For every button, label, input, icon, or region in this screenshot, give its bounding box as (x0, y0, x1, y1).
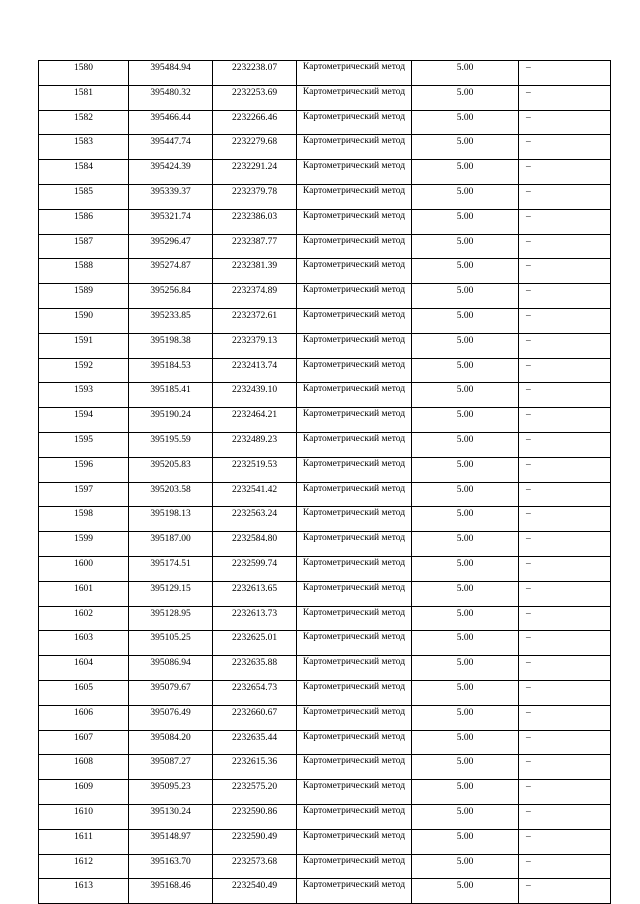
x-coordinate-cell: 395339.37 (129, 184, 213, 209)
y-coordinate-cell: 2232575.20 (213, 780, 297, 805)
table-row (39, 383, 611, 408)
y-coordinate-cell: 2232374.89 (213, 284, 297, 309)
x-coordinate-cell: 395447.74 (129, 135, 213, 160)
note-cell: – (519, 209, 611, 234)
y-coordinate-cell: 2232372.61 (213, 308, 297, 333)
note-cell: – (519, 507, 611, 532)
note-cell: – (519, 85, 611, 110)
point-number-cell: 1611 (39, 829, 129, 854)
point-number-cell: 1605 (39, 680, 129, 705)
y-coordinate-cell: 2232563.24 (213, 507, 297, 532)
point-number-cell: 1607 (39, 730, 129, 755)
point-number-cell: 1586 (39, 209, 129, 234)
method-cell: Картометрический метод (297, 408, 412, 433)
y-coordinate-cell: 2232381.39 (213, 259, 297, 284)
x-coordinate-cell: 395168.46 (129, 879, 213, 904)
point-number-cell: 1583 (39, 135, 129, 160)
y-coordinate-cell: 2232599.74 (213, 556, 297, 581)
note-cell: – (519, 284, 611, 309)
point-number-cell: 1604 (39, 656, 129, 681)
table-row (39, 656, 611, 681)
table-row (39, 184, 611, 209)
note-cell: – (519, 879, 611, 904)
note-cell: – (519, 532, 611, 557)
x-coordinate-cell: 395321.74 (129, 209, 213, 234)
table-row (39, 854, 611, 879)
accuracy-cell: 5.00 (412, 333, 519, 358)
method-cell: Картометрический метод (297, 383, 412, 408)
note-cell: – (519, 755, 611, 780)
method-cell: Картометрический метод (297, 160, 412, 185)
x-coordinate-cell: 395424.39 (129, 160, 213, 185)
point-number-cell: 1609 (39, 780, 129, 805)
table-row (39, 829, 611, 854)
x-coordinate-cell: 395148.97 (129, 829, 213, 854)
table-row (39, 432, 611, 457)
accuracy-cell: 5.00 (412, 184, 519, 209)
point-number-cell: 1603 (39, 631, 129, 656)
accuracy-cell: 5.00 (412, 432, 519, 457)
x-coordinate-cell: 395130.24 (129, 804, 213, 829)
table-row (39, 85, 611, 110)
accuracy-cell: 5.00 (412, 854, 519, 879)
note-cell: – (519, 631, 611, 656)
note-cell: – (519, 829, 611, 854)
point-number-cell: 1613 (39, 879, 129, 904)
note-cell: – (519, 804, 611, 829)
accuracy-cell: 5.00 (412, 581, 519, 606)
x-coordinate-cell: 395084.20 (129, 730, 213, 755)
note-cell: – (519, 259, 611, 284)
x-coordinate-cell: 395198.38 (129, 333, 213, 358)
x-coordinate-cell: 395195.59 (129, 432, 213, 457)
x-coordinate-cell: 395095.23 (129, 780, 213, 805)
point-number-cell: 1591 (39, 333, 129, 358)
method-cell: Картометрический метод (297, 507, 412, 532)
coordinates-table (38, 60, 611, 904)
accuracy-cell: 5.00 (412, 457, 519, 482)
y-coordinate-cell: 2232413.74 (213, 358, 297, 383)
y-coordinate-cell: 2232613.73 (213, 606, 297, 631)
method-cell: Картометрический метод (297, 656, 412, 681)
table-row (39, 358, 611, 383)
accuracy-cell: 5.00 (412, 705, 519, 730)
method-cell: Картометрический метод (297, 606, 412, 631)
x-coordinate-cell: 395129.15 (129, 581, 213, 606)
y-coordinate-cell: 2232635.44 (213, 730, 297, 755)
method-cell: Картометрический метод (297, 556, 412, 581)
x-coordinate-cell: 395187.00 (129, 532, 213, 557)
point-number-cell: 1606 (39, 705, 129, 730)
note-cell: – (519, 110, 611, 135)
accuracy-cell: 5.00 (412, 408, 519, 433)
note-cell: – (519, 680, 611, 705)
accuracy-cell: 5.00 (412, 284, 519, 309)
table-row (39, 606, 611, 631)
note-cell: – (519, 730, 611, 755)
point-number-cell: 1601 (39, 581, 129, 606)
note-cell: – (519, 308, 611, 333)
x-coordinate-cell: 395163.70 (129, 854, 213, 879)
accuracy-cell: 5.00 (412, 680, 519, 705)
x-coordinate-cell: 395205.83 (129, 457, 213, 482)
accuracy-cell: 5.00 (412, 879, 519, 904)
point-number-cell: 1602 (39, 606, 129, 631)
method-cell: Картометрический метод (297, 432, 412, 457)
point-number-cell: 1599 (39, 532, 129, 557)
method-cell: Картометрический метод (297, 680, 412, 705)
x-coordinate-cell: 395233.85 (129, 308, 213, 333)
table-row (39, 556, 611, 581)
note-cell: – (519, 135, 611, 160)
table-row (39, 780, 611, 805)
note-cell: – (519, 556, 611, 581)
x-coordinate-cell: 395484.94 (129, 61, 213, 86)
method-cell: Картометрический метод (297, 829, 412, 854)
y-coordinate-cell: 2232266.46 (213, 110, 297, 135)
note-cell: – (519, 656, 611, 681)
y-coordinate-cell: 2232238.07 (213, 61, 297, 86)
table-row (39, 482, 611, 507)
point-number-cell: 1592 (39, 358, 129, 383)
method-cell: Картометрический метод (297, 209, 412, 234)
table-row (39, 755, 611, 780)
point-number-cell: 1594 (39, 408, 129, 433)
note-cell: – (519, 184, 611, 209)
note-cell: – (519, 780, 611, 805)
table-row (39, 730, 611, 755)
accuracy-cell: 5.00 (412, 755, 519, 780)
table-row (39, 333, 611, 358)
accuracy-cell: 5.00 (412, 656, 519, 681)
method-cell: Картометрический метод (297, 532, 412, 557)
x-coordinate-cell: 395076.49 (129, 705, 213, 730)
table-row (39, 804, 611, 829)
note-cell: – (519, 432, 611, 457)
method-cell: Картометрический метод (297, 581, 412, 606)
y-coordinate-cell: 2232387.77 (213, 234, 297, 259)
accuracy-cell: 5.00 (412, 383, 519, 408)
x-coordinate-cell: 395174.51 (129, 556, 213, 581)
note-cell: – (519, 358, 611, 383)
x-coordinate-cell: 395296.47 (129, 234, 213, 259)
note-cell: – (519, 854, 611, 879)
x-coordinate-cell: 395184.53 (129, 358, 213, 383)
note-cell: – (519, 383, 611, 408)
table-row (39, 259, 611, 284)
y-coordinate-cell: 2232291.24 (213, 160, 297, 185)
table-row (39, 507, 611, 532)
table-row (39, 532, 611, 557)
table-row (39, 160, 611, 185)
method-cell: Картометрический метод (297, 284, 412, 309)
y-coordinate-cell: 2232386.03 (213, 209, 297, 234)
note-cell: – (519, 457, 611, 482)
x-coordinate-cell: 395274.87 (129, 259, 213, 284)
table-row (39, 135, 611, 160)
x-coordinate-cell: 395256.84 (129, 284, 213, 309)
method-cell: Картометрический метод (297, 457, 412, 482)
y-coordinate-cell: 2232464.21 (213, 408, 297, 433)
method-cell: Картометрический метод (297, 631, 412, 656)
point-number-cell: 1588 (39, 259, 129, 284)
y-coordinate-cell: 2232613.65 (213, 581, 297, 606)
y-coordinate-cell: 2232654.73 (213, 680, 297, 705)
method-cell: Картометрический метод (297, 135, 412, 160)
point-number-cell: 1593 (39, 383, 129, 408)
x-coordinate-cell: 395185.41 (129, 383, 213, 408)
y-coordinate-cell: 2232519.53 (213, 457, 297, 482)
point-number-cell: 1584 (39, 160, 129, 185)
x-coordinate-cell: 395087.27 (129, 755, 213, 780)
accuracy-cell: 5.00 (412, 532, 519, 557)
method-cell: Картометрический метод (297, 730, 412, 755)
accuracy-cell: 5.00 (412, 780, 519, 805)
table-row (39, 457, 611, 482)
note-cell: – (519, 606, 611, 631)
note-cell: – (519, 333, 611, 358)
method-cell: Картометрический метод (297, 780, 412, 805)
point-number-cell: 1590 (39, 308, 129, 333)
accuracy-cell: 5.00 (412, 160, 519, 185)
document-page (38, 60, 610, 904)
accuracy-cell: 5.00 (412, 85, 519, 110)
table-row (39, 680, 611, 705)
note-cell: – (519, 408, 611, 433)
y-coordinate-cell: 2232439.10 (213, 383, 297, 408)
method-cell: Картометрический метод (297, 482, 412, 507)
point-number-cell: 1585 (39, 184, 129, 209)
point-number-cell: 1597 (39, 482, 129, 507)
accuracy-cell: 5.00 (412, 234, 519, 259)
note-cell: – (519, 234, 611, 259)
method-cell: Картометрический метод (297, 358, 412, 383)
point-number-cell: 1612 (39, 854, 129, 879)
y-coordinate-cell: 2232489.23 (213, 432, 297, 457)
table-row (39, 581, 611, 606)
x-coordinate-cell: 395480.32 (129, 85, 213, 110)
x-coordinate-cell: 395128.95 (129, 606, 213, 631)
table-row (39, 61, 611, 86)
point-number-cell: 1587 (39, 234, 129, 259)
x-coordinate-cell: 395190.24 (129, 408, 213, 433)
x-coordinate-cell: 395086.94 (129, 656, 213, 681)
table-row (39, 209, 611, 234)
note-cell: – (519, 705, 611, 730)
y-coordinate-cell: 2232573.68 (213, 854, 297, 879)
x-coordinate-cell: 395466.44 (129, 110, 213, 135)
accuracy-cell: 5.00 (412, 110, 519, 135)
coordinates-table-body (39, 61, 611, 904)
table-row (39, 234, 611, 259)
y-coordinate-cell: 2232253.69 (213, 85, 297, 110)
point-number-cell: 1589 (39, 284, 129, 309)
table-row (39, 705, 611, 730)
method-cell: Картометрический метод (297, 234, 412, 259)
accuracy-cell: 5.00 (412, 308, 519, 333)
table-row (39, 631, 611, 656)
y-coordinate-cell: 2232635.88 (213, 656, 297, 681)
method-cell: Картометрический метод (297, 705, 412, 730)
y-coordinate-cell: 2232279.68 (213, 135, 297, 160)
method-cell: Картометрический метод (297, 755, 412, 780)
method-cell: Картометрический метод (297, 110, 412, 135)
x-coordinate-cell: 395203.58 (129, 482, 213, 507)
note-cell: – (519, 160, 611, 185)
table-row (39, 284, 611, 309)
method-cell: Картометрический метод (297, 854, 412, 879)
method-cell: Картометрический метод (297, 259, 412, 284)
accuracy-cell: 5.00 (412, 482, 519, 507)
y-coordinate-cell: 2232541.42 (213, 482, 297, 507)
method-cell: Картометрический метод (297, 184, 412, 209)
note-cell: – (519, 61, 611, 86)
y-coordinate-cell: 2232584.80 (213, 532, 297, 557)
table-row (39, 308, 611, 333)
point-number-cell: 1608 (39, 755, 129, 780)
accuracy-cell: 5.00 (412, 507, 519, 532)
y-coordinate-cell: 2232625.01 (213, 631, 297, 656)
table-row (39, 110, 611, 135)
accuracy-cell: 5.00 (412, 209, 519, 234)
y-coordinate-cell: 2232590.49 (213, 829, 297, 854)
accuracy-cell: 5.00 (412, 556, 519, 581)
table-row (39, 879, 611, 904)
accuracy-cell: 5.00 (412, 829, 519, 854)
method-cell: Картометрический метод (297, 85, 412, 110)
method-cell: Картометрический метод (297, 804, 412, 829)
y-coordinate-cell: 2232615.36 (213, 755, 297, 780)
y-coordinate-cell: 2232590.86 (213, 804, 297, 829)
accuracy-cell: 5.00 (412, 631, 519, 656)
accuracy-cell: 5.00 (412, 259, 519, 284)
method-cell: Картометрический метод (297, 333, 412, 358)
method-cell: Картометрический метод (297, 879, 412, 904)
accuracy-cell: 5.00 (412, 135, 519, 160)
note-cell: – (519, 482, 611, 507)
x-coordinate-cell: 395079.67 (129, 680, 213, 705)
note-cell: – (519, 581, 611, 606)
y-coordinate-cell: 2232660.67 (213, 705, 297, 730)
table-row (39, 408, 611, 433)
point-number-cell: 1596 (39, 457, 129, 482)
point-number-cell: 1598 (39, 507, 129, 532)
point-number-cell: 1600 (39, 556, 129, 581)
point-number-cell: 1581 (39, 85, 129, 110)
point-number-cell: 1595 (39, 432, 129, 457)
point-number-cell: 1580 (39, 61, 129, 86)
x-coordinate-cell: 395198.13 (129, 507, 213, 532)
method-cell: Картометрический метод (297, 308, 412, 333)
point-number-cell: 1582 (39, 110, 129, 135)
accuracy-cell: 5.00 (412, 730, 519, 755)
y-coordinate-cell: 2232379.13 (213, 333, 297, 358)
point-number-cell: 1610 (39, 804, 129, 829)
y-coordinate-cell: 2232379.78 (213, 184, 297, 209)
accuracy-cell: 5.00 (412, 804, 519, 829)
accuracy-cell: 5.00 (412, 606, 519, 631)
y-coordinate-cell: 2232540.49 (213, 879, 297, 904)
x-coordinate-cell: 395105.25 (129, 631, 213, 656)
method-cell: Картометрический метод (297, 61, 412, 86)
accuracy-cell: 5.00 (412, 61, 519, 86)
accuracy-cell: 5.00 (412, 358, 519, 383)
